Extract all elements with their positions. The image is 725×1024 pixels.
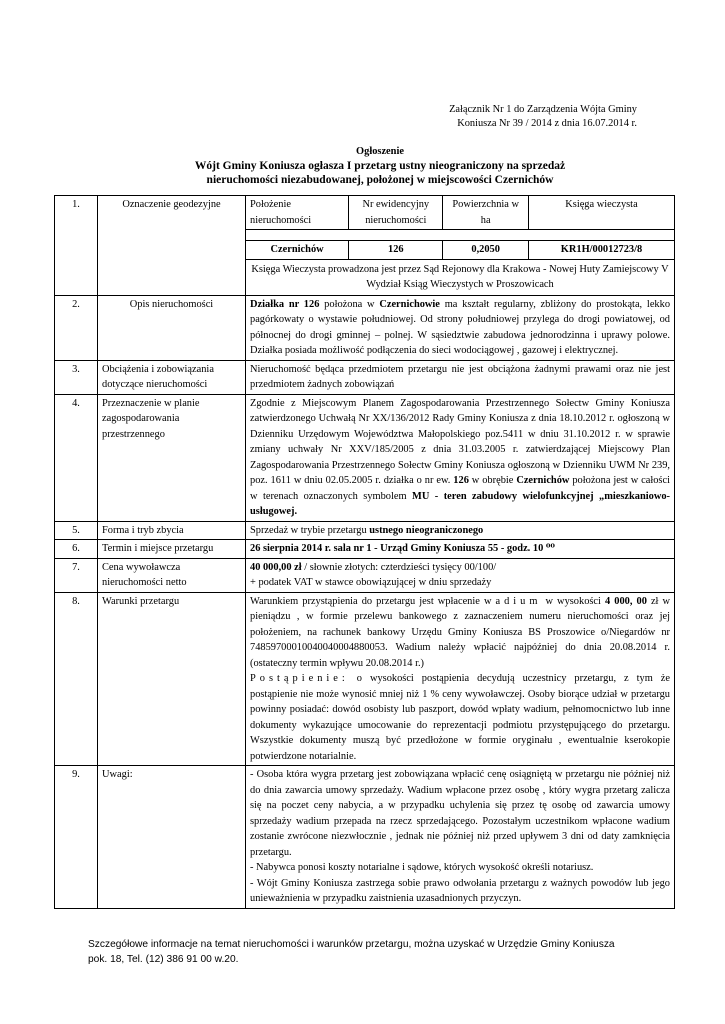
text: w obrębie (468, 475, 517, 486)
row-label: Przeznaczenie w planie zagospodarowania przestrzennego (98, 394, 246, 521)
row-label: Cena wywoławcza nieruchomości netto (98, 558, 246, 592)
announcement-title (80, 145, 680, 187)
table-row (55, 196, 675, 296)
geo-header: Położenie nieruchomości (246, 196, 349, 230)
remark: - Osoba która wygra przetarg jest zobowiązana wpłacić cenę osiągniętą w przetargu nie później niż do dnia zawarcia umowy sprzedaży. Wadium wpłacone przez osobę , który wygra przetarg zalicza się na poczet ceny nabycia, a w przypadku uchylenia się przez tę osobę od zawarcia umowy sprzedaży wadium przepada na rzecz sprzedającego. Pozostałym uczestnikom wpłacone wadium zostanie zwrócone niezwłocznie , jednak nie później niż przed upływem 3 dni od daty zamknięcia przetargu. (250, 769, 670, 858)
parcel-number: 126 (453, 475, 469, 486)
geo-header: Księga wieczysta (528, 196, 674, 230)
row-label: Oznaczenie geodezyjne (98, 196, 246, 296)
row-number: 2. (55, 295, 98, 360)
geodetic-table (246, 196, 674, 260)
row-value (246, 558, 675, 592)
geo-value: 126 (349, 241, 443, 260)
table-row (55, 558, 675, 592)
geo-value: KR1H/00012723/8 (528, 241, 674, 260)
table-row (55, 766, 675, 909)
footer-line-1: Szczegółowe informacje na temat nieruchomości i warunków przetargu, można uzyskać w Urzędzie Gminy Koniusza (88, 939, 615, 950)
row-value: Nieruchomość będąca przedmiotem przetargu nie jest obciążona żadnymi prawami oraz nie jest przedmiotem żadnych zobowiązań (246, 360, 675, 394)
text: zł w pieniądzu , w formie przelewu bankowego z zaznaczeniem numeru nieruchomości oraz jej położeniem, na rachunek bankowy Urzędu Gminy Koniusza BS Proszowice o/Niegardów nr 74859700010040040004880053. Wadium należy wpłacić najpóźniej do dnia 20.08.2014 r. (ostateczny termin wpływu 20.08.2014 r.) (250, 595, 671, 669)
text: położona w (319, 298, 380, 310)
footer-info (88, 937, 615, 967)
row-label: Forma i tryb zbycia (98, 521, 246, 540)
row-number: 9. (55, 766, 98, 909)
zoning-symbol: MU - teren zabudowy wielofunkcyjnej „mieszkaniowo-usługowej. (250, 490, 670, 517)
remark: - Nabywca ponosi koszty notarialne i sądowe, których wysokość określi notariusz. (250, 862, 594, 873)
tender-date-place: 26 sierpnia 2014 r. sala nr 1 - Urząd Gminy Koniusza 55 - godz. 10 ⁰⁰ (246, 540, 675, 559)
starting-price: 40 000,00 zł (250, 561, 302, 573)
row-label: Termin i miejsce przetargu (98, 540, 246, 559)
tender-type: ustnego nieograniczonego (369, 524, 484, 536)
deposit-word: wadium (483, 595, 542, 607)
table-row (55, 295, 675, 360)
row-label: Uwagi: (98, 766, 246, 909)
geo-value: 0,2050 (443, 241, 529, 260)
announcement-label: Ogłoszenie (356, 146, 404, 157)
row-number: 5. (55, 521, 98, 540)
text: ma kształt regularny, zbliżony do prostokąta, lekko pagórkowaty o wystawie południowej. Od strony południowej przylega do drogi powiatowej, od północnej do drogi gminnej – polnej. W sąsiedztwie zabudowa jednorodzinna i uprawy polowe. Działka posiada możliwość podłączenia do sieci wodociągowej , gazowej i elektrycznej. (250, 298, 671, 356)
text: Zgodnie z Miejscowym Planem Zagospodarowania Przestrzennego Sołectw Gminy Koniusza zatwierdzonego Uchwałą Nr XX/136/2012 Rady Gminy Koniusza z dnia 18.10.2012 r. ogłoszoną w Dzienniku Urzędowym Województwa Małopolskiego poz.5411 w dniu 31.10.2012 r. w sprawie zmiany uchwały Nr XXV/185/2005 z dnia 31.03.2005 r. zatwierdzającej Miejscowy Plan Zagospodarowania Przestrzennego Sołectw Gminy Koniusza ogłoszoną w Dzienniku UWM Nr 239, poz. 1611 w dniu 02.05.2005 r. działka o nr ew. (250, 397, 670, 486)
title-line-1: Wójt Gminy Koniusza ogłasza I przetarg ustny nieograniczony na sprzedaż (194, 160, 566, 172)
row-label: Opis nieruchomości (98, 295, 246, 360)
parcel-number: Działka nr 126 (250, 298, 320, 310)
footer-line-2: pok. 18, Tel. (12) 386 91 00 w.20. (88, 954, 239, 965)
geo-value: Czernichów (246, 241, 349, 260)
text: Warunkiem przystąpienia do przetargu jest wpłacenie (250, 595, 484, 607)
remark: - Wójt Gminy Koniusza zastrzega sobie prawo odwołania przetargu z ważnych powodów lub jego unieważnienia w przypadku zaistnienia uzasadnionych przyczyn. (250, 877, 670, 904)
text: o wysokości postąpienia decydują uczestnicy przetargu, z tym że postąpienie nie może wynosić mniej niż 1 % ceny wywoławczej. Osoby biorące udział w przetargu powinny posiadać: dowód osobisty lub paszport, dowód wpłaty wadium, pełnomocnictwo lub inne dokumenty wykazujące umocowanie do reprezentacji podmiotu przystępującego do przetargu. Wszystkie dokumenty muszą być przedłożone w formie oryginału , ewentualnie kserokopie potwierdzone notarialnie. (250, 673, 670, 762)
row-value (246, 592, 675, 766)
table-row (55, 394, 675, 521)
row-value (246, 521, 675, 540)
bid-increment-word: Postąpienie: (250, 673, 349, 684)
geodetic-cell (246, 196, 675, 296)
row-number: 1. (55, 196, 98, 296)
row-number: 7. (55, 558, 98, 592)
row-label: Warunki przetargu (98, 592, 246, 766)
title-line-2: nieruchomości niezabudowanej, położonej w miejscowości Czernichów (206, 174, 554, 186)
annex-note (449, 103, 637, 131)
row-number: 4. (55, 394, 98, 521)
row-value (246, 766, 675, 909)
text: Sprzedaż w trybie przetargu (250, 524, 370, 536)
table-row (55, 592, 675, 766)
row-label: Obciążenia i zobowiązania dotyczące nieruchomości (98, 360, 246, 394)
row-number: 8. (55, 592, 98, 766)
details-table (54, 195, 675, 909)
table-row (55, 540, 675, 559)
locality: Czernichów (516, 475, 570, 486)
table-row (55, 360, 675, 394)
row-value (246, 394, 675, 521)
text: w wysokości (541, 595, 605, 607)
annex-line-1: Załącznik Nr 1 do Zarządzenia Wójta Gminy (449, 104, 637, 115)
geo-header: Powierzchnia w ha (443, 196, 529, 230)
row-number: 3. (55, 360, 98, 394)
deposit-amount: 4 000, 00 (605, 595, 647, 607)
locality: Czernichowie (379, 298, 440, 310)
row-value (246, 295, 675, 360)
vat-note: + podatek VAT w stawce obowiązującej w dniu sprzedaży (250, 577, 492, 588)
text: położona jest w całości w terenach oznaczonych symbolem (250, 475, 670, 502)
row-number: 6. (55, 540, 98, 559)
geo-header: Nr ewidencyjny nieruchomości (349, 196, 443, 230)
text: / słownie złotych: czterdzieści tysięcy 00/100/ (301, 561, 497, 573)
table-row (55, 521, 675, 540)
annex-line-2: Koniusza Nr 39 / 2014 z dnia 16.07.2014 r. (457, 118, 637, 129)
land-register-note: Księga Wieczysta prowadzona jest przez Sąd Rejonowy dla Krakowa - Nowej Huty Zamiejscowy V Wydział Ksiąg Wieczystych w Proszowicach (251, 263, 669, 290)
